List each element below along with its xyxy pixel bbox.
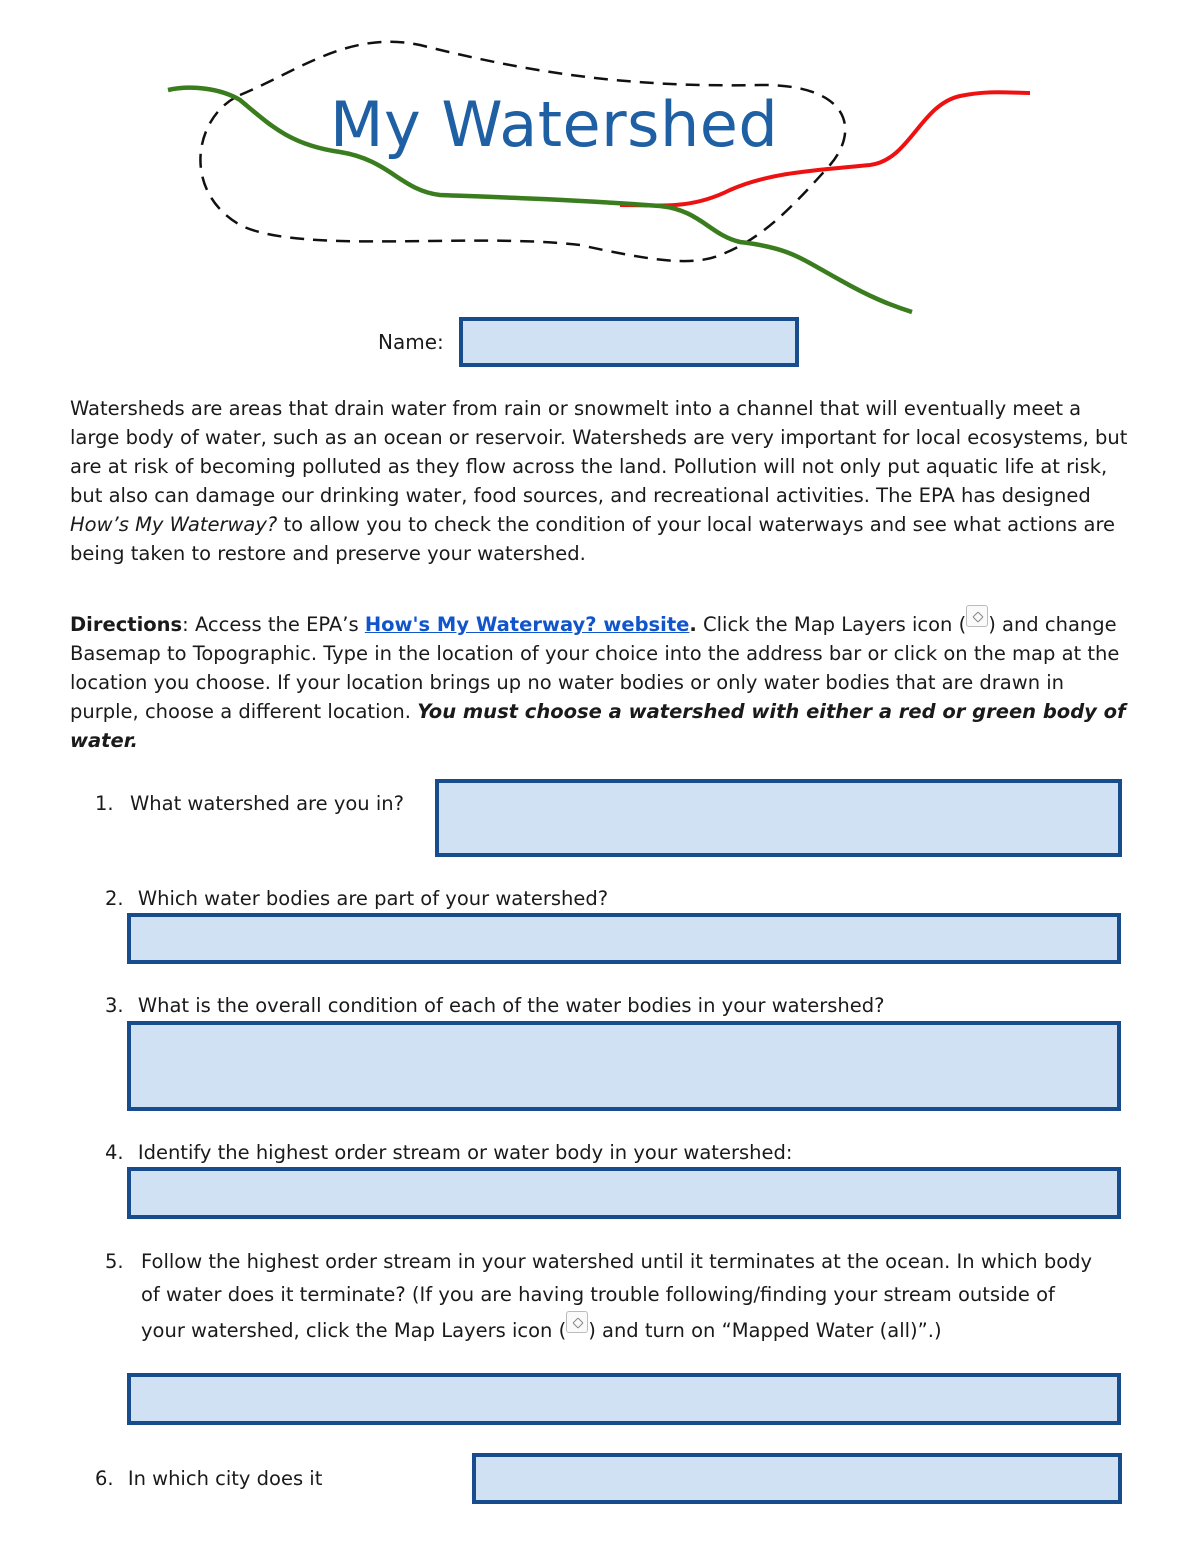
intro-paragraph xyxy=(70,394,1130,568)
directions-text-0: : Access the EPA’s xyxy=(182,613,365,636)
directions-period: . xyxy=(689,613,697,636)
answer-2-field[interactable] xyxy=(127,913,1121,964)
question-6-text: In which city does it xyxy=(127,1467,323,1490)
directions-text-2: ) and change Basemap to Topographic. Type in the location of your choice into the address bar or click on the map at the location you choose. If your location brings up no water bodies or only water bodies that are drawn in purple, choose a different location. xyxy=(70,613,1120,723)
page-title: My Watershed xyxy=(330,88,779,161)
directions-text-1: Click the Map Layers icon ( xyxy=(696,613,967,636)
question-4-text: Identify the highest order stream or water body in your watershed: xyxy=(137,1141,793,1164)
question-3-number: 3. xyxy=(105,994,124,1017)
answer-6-field[interactable] xyxy=(472,1453,1122,1504)
question-3-text: What is the overall condition of each of the water bodies in your watershed? xyxy=(137,994,885,1017)
question-5-text-b: ) and turn on “Mapped Water (all)”.) xyxy=(588,1319,942,1342)
question-5 xyxy=(105,1245,1105,1347)
question-5-text-a: Follow the highest order stream in your watershed until it terminates at the ocean. In which body of water does it terminate? (If you are having trouble following/finding your stream outside of your watershed, click the Map Layers icon ( xyxy=(141,1250,1093,1342)
question-4-number: 4. xyxy=(105,1141,124,1164)
directions-emphasis: You must choose a watershed with either a red or green body of water. xyxy=(70,700,1126,752)
intro-text-2: to allow you to check the condition of your local waterways and see what actions are being taken to restore and preserve your watershed. xyxy=(70,513,1116,565)
question-6-number: 6. xyxy=(95,1467,114,1490)
question-4 xyxy=(105,1138,1105,1167)
name-label: Name: xyxy=(378,330,444,354)
watershed-illustration xyxy=(0,0,1200,330)
question-6 xyxy=(95,1464,455,1493)
directions-paragraph xyxy=(70,605,1130,755)
question-2 xyxy=(105,884,1105,913)
intro-text-1: Watersheds are areas that drain water from rain or snowmelt into a channel that will eventually meet a large body of water, such as an ocean or reservoir. Watersheds are very important for local ecosystems, but are at risk of becoming polluted as they flow across the land. Pollution will not only put aquatic life at risk, but also can damage our drinking water, food sources, and recreational activities. The EPA has designed xyxy=(70,397,1128,507)
intro-app-name: How’s My Waterway? xyxy=(70,513,278,536)
map-layers-icon xyxy=(566,1311,588,1333)
map-layers-icon xyxy=(966,605,988,627)
hows-my-waterway-link[interactable]: How's My Waterway? website xyxy=(364,613,690,636)
question-5-text xyxy=(141,1245,1096,1347)
answer-4-field[interactable] xyxy=(127,1167,1121,1219)
question-1 xyxy=(95,792,405,816)
question-1-number: 1. xyxy=(95,792,114,815)
answer-3-field[interactable] xyxy=(127,1021,1121,1111)
question-2-number: 2. xyxy=(105,887,124,910)
name-field[interactable] xyxy=(459,317,799,367)
question-3 xyxy=(105,991,1105,1020)
question-2-text: Which water bodies are part of your watershed? xyxy=(137,887,609,910)
directions-label: Directions xyxy=(70,613,183,636)
question-1-text: What watershed are you in? xyxy=(130,792,404,815)
question-5-number: 5. xyxy=(105,1250,124,1273)
answer-5-field[interactable] xyxy=(127,1373,1121,1425)
answer-1-field[interactable] xyxy=(435,779,1122,857)
